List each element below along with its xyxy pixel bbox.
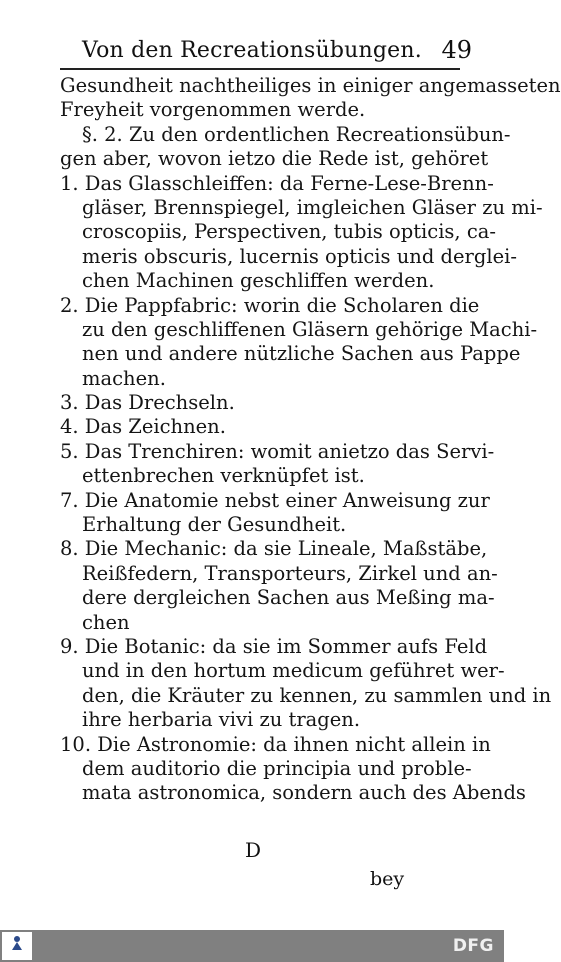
list-item: 1. Das Glasschleiffen: da Ferne-Lese-Brenn- xyxy=(60,171,494,195)
text-line: gläser, Brennspiegel, imgleichen Gläser zu mi- xyxy=(82,195,543,219)
signature-mark: D xyxy=(245,838,262,862)
text-line: ihre herbaria vivi zu tragen. xyxy=(82,708,361,732)
text-line: chen xyxy=(82,610,130,634)
list-item: 8. Die Mechanic: da sie Lineale, Maßstäbe, xyxy=(60,537,488,561)
text-line: und in den hortum medicum geführet wer- xyxy=(82,659,505,683)
library-seal-icon xyxy=(10,935,24,951)
page-header xyxy=(60,30,480,72)
text-line: dere dergleichen Sachen aus Meßing ma- xyxy=(82,586,495,610)
text-line: den, die Kräuter zu kennen, zu sammlen und in xyxy=(82,683,552,707)
library-logo[interactable] xyxy=(2,932,32,960)
text-line: croscopiis, Perspectiven, tubis opticis, ca- xyxy=(82,220,496,244)
body-text xyxy=(60,74,561,806)
text-line: Erhaltung der Gesundheit. xyxy=(82,513,347,537)
text-line: Gesundheit nachtheiliges in einiger angemasseten xyxy=(60,74,561,97)
list-item: 5. Das Trenchiren: womit anietzo das Servi- xyxy=(60,439,495,463)
viewer-footer-bar xyxy=(0,930,504,962)
running-title: Von den Recreationsübungen. xyxy=(82,38,422,63)
text-line: Reißfedern, Transporteurs, Zirkel und an- xyxy=(82,561,498,585)
list-item: 2. Die Pappfabric: worin die Scholaren die xyxy=(60,293,480,317)
list-item: 10. Die Astronomie: da ihnen nicht allein in xyxy=(60,732,491,756)
text-line: machen. xyxy=(82,366,166,390)
catchword: bey xyxy=(370,868,405,890)
list-item: 3. Das Drechseln. xyxy=(60,391,235,415)
list-item: 7. Die Anatomie nebst einer Anweisung zur xyxy=(60,488,490,512)
text-line: dem auditorio die principia und proble- xyxy=(82,756,472,780)
text-line: nen und andere nützliche Sachen aus Pappe xyxy=(82,342,521,366)
text-line: ettenbrechen verknüpfet ist. xyxy=(82,464,365,488)
header-rule xyxy=(60,68,460,70)
list-item: 4. Das Zeichnen. xyxy=(60,415,226,439)
list-item: 9. Die Botanic: da sie im Sommer aufs Feld xyxy=(60,634,488,658)
text-line: §. 2. Zu den ordentlichen Recreationsübun- xyxy=(82,122,511,146)
page-number: 49 xyxy=(441,36,472,64)
dfg-logo[interactable]: DFG xyxy=(452,936,494,956)
text-line: meris obscuris, lucernis opticis und derglei- xyxy=(82,244,517,268)
text-line: Freyheit vorgenommen werde. xyxy=(60,98,366,122)
text-line: zu den geschliffenen Gläsern gehörige Machi- xyxy=(82,317,538,341)
text-line: gen aber, wovon ietzo die Rede ist, gehöret xyxy=(60,147,489,171)
text-line: chen Machinen geschliffen werden. xyxy=(82,269,435,293)
text-line: mata astronomica, sondern auch des Abends xyxy=(82,781,526,805)
